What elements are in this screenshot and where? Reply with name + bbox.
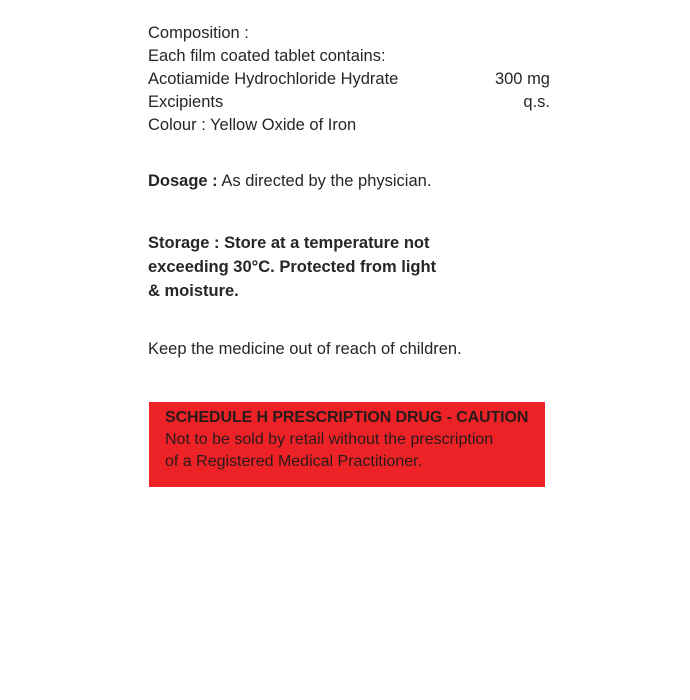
ingredient-name: Acotiamide Hydrochloride Hydrate bbox=[148, 70, 399, 88]
storage-line: exceeding 30°C. Protected from light bbox=[148, 258, 437, 276]
dosage-label: Dosage : bbox=[148, 172, 218, 190]
ingredient-name: Excipients bbox=[148, 93, 224, 111]
composition-intro-text: Each film coated tablet contains: bbox=[148, 47, 386, 65]
caution-title: SCHEDULE H PRESCRIPTION DRUG - CAUTION bbox=[165, 409, 529, 426]
keep-away-notice: Keep the medicine out of reach of children. bbox=[148, 340, 462, 358]
caution-line: of a Registered Medical Practitioner. bbox=[165, 453, 423, 470]
ingredient-amount: 300 mg bbox=[494, 70, 550, 88]
composition-section bbox=[148, 22, 550, 137]
storage-line: Storage : Store at a temperature not bbox=[148, 234, 430, 252]
dosage-section bbox=[148, 170, 431, 193]
composition-heading-text: Composition : bbox=[148, 24, 249, 42]
schedule-h-caution-box bbox=[149, 402, 545, 487]
caution-line: Not to be sold by retail without the prescription bbox=[165, 431, 494, 448]
dosage-text: As directed by the physician. bbox=[221, 172, 432, 190]
composition-heading bbox=[148, 22, 550, 45]
ingredient-amount: q.s. bbox=[523, 93, 550, 111]
ingredient-row bbox=[148, 91, 550, 114]
storage-line: & moisture. bbox=[148, 282, 239, 300]
colour-text: Colour : Yellow Oxide of Iron bbox=[148, 116, 357, 134]
storage-section bbox=[148, 231, 508, 303]
composition-intro bbox=[148, 45, 550, 68]
colour-line bbox=[148, 114, 550, 137]
ingredient-row bbox=[148, 68, 550, 91]
